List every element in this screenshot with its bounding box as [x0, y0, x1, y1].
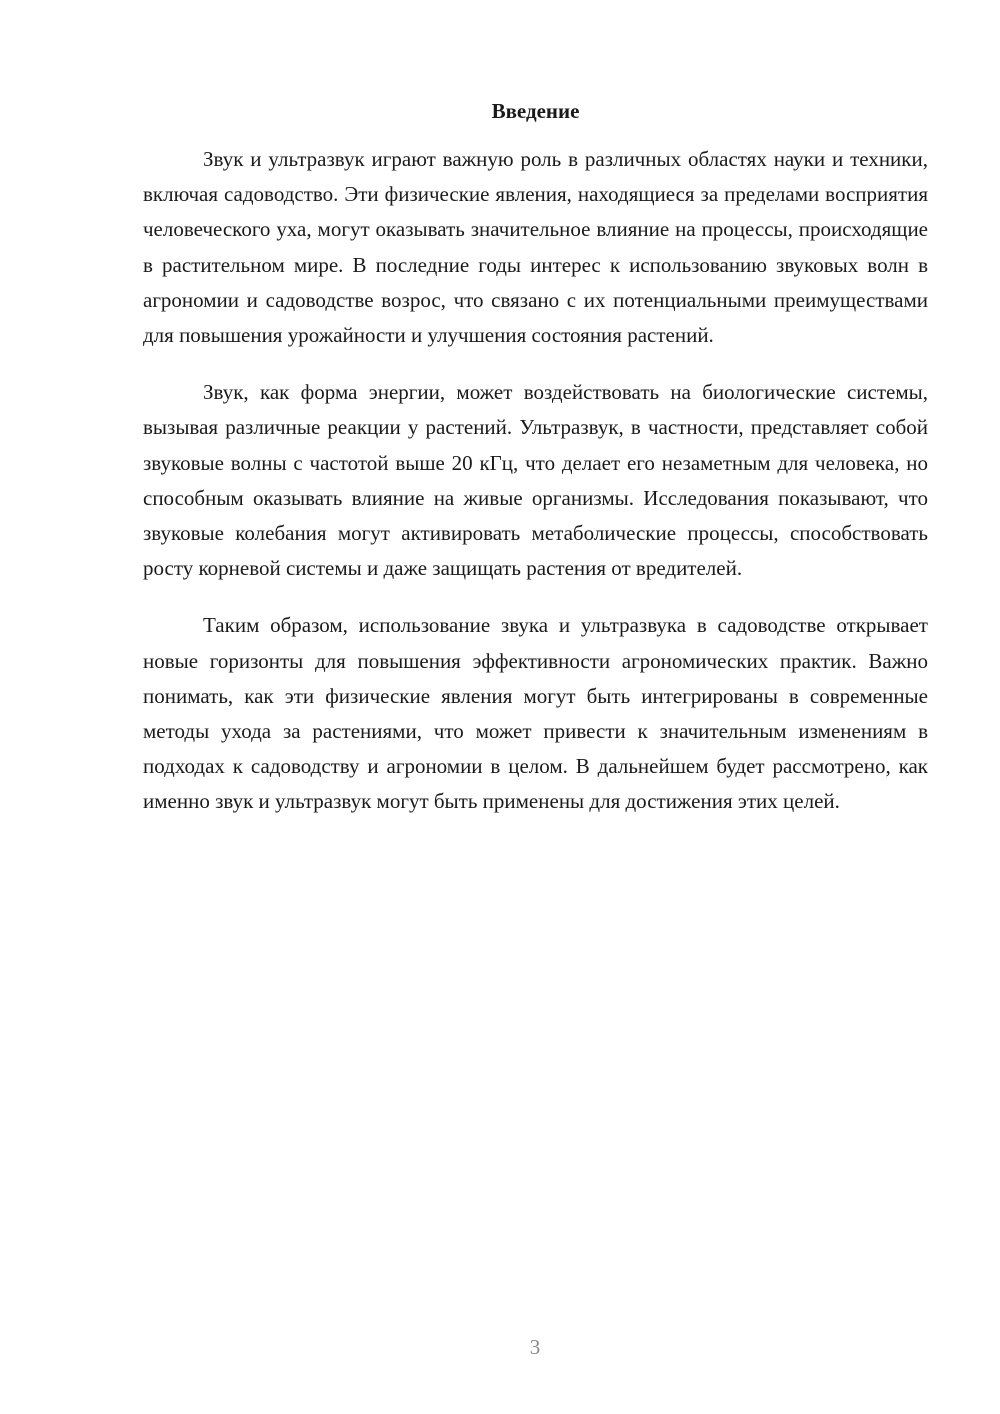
- section-title: Введение: [491, 99, 580, 123]
- body-text: [143, 142, 928, 842]
- paragraph-3: Таким образом, использование звука и ультразвука в садоводстве открывает новые горизонты для повышения эффективности агрономических практик. Важно понимать, как эти физические явления могут быть интегрированы в современные методы ухода за растениями, что может привести к значительным изменениям в подходах к садоводству и агрономии в целом. В дальнейшем будет рассмотрено, как именно звук и ультразвук могут быть применены для достижения этих целей.: [143, 613, 928, 814]
- paragraph-2: Звук, как форма энергии, может воздействовать на биологические системы, вызывая различные реакции у растений. Ультразвук, в частности, представляет собой звуковые волны с частотой выше 20 кГц, что делает его незаметным для человека, но способным оказывать влияние на живые организмы. Исследования показывают, что звуковые колебания могут активировать метаболические процессы, способствовать росту корневой системы и даже защищать растения от вредителей.: [143, 380, 928, 581]
- paragraph-1: Звук и ультразвук играют важную роль в различных областях науки и техники, включая садоводство. Эти физические явления, находящиеся за пределами восприятия человеческого уха, могут оказывать значительное влияние на процессы, происходящие в растительном мире. В последние годы интерес к использованию звуковых волн в агрономии и садоводстве возрос, что связано с их потенциальными преимуществами для повышения урожайности и улучшения состояния растений.: [143, 147, 928, 348]
- page-number: 3: [529, 1335, 541, 1359]
